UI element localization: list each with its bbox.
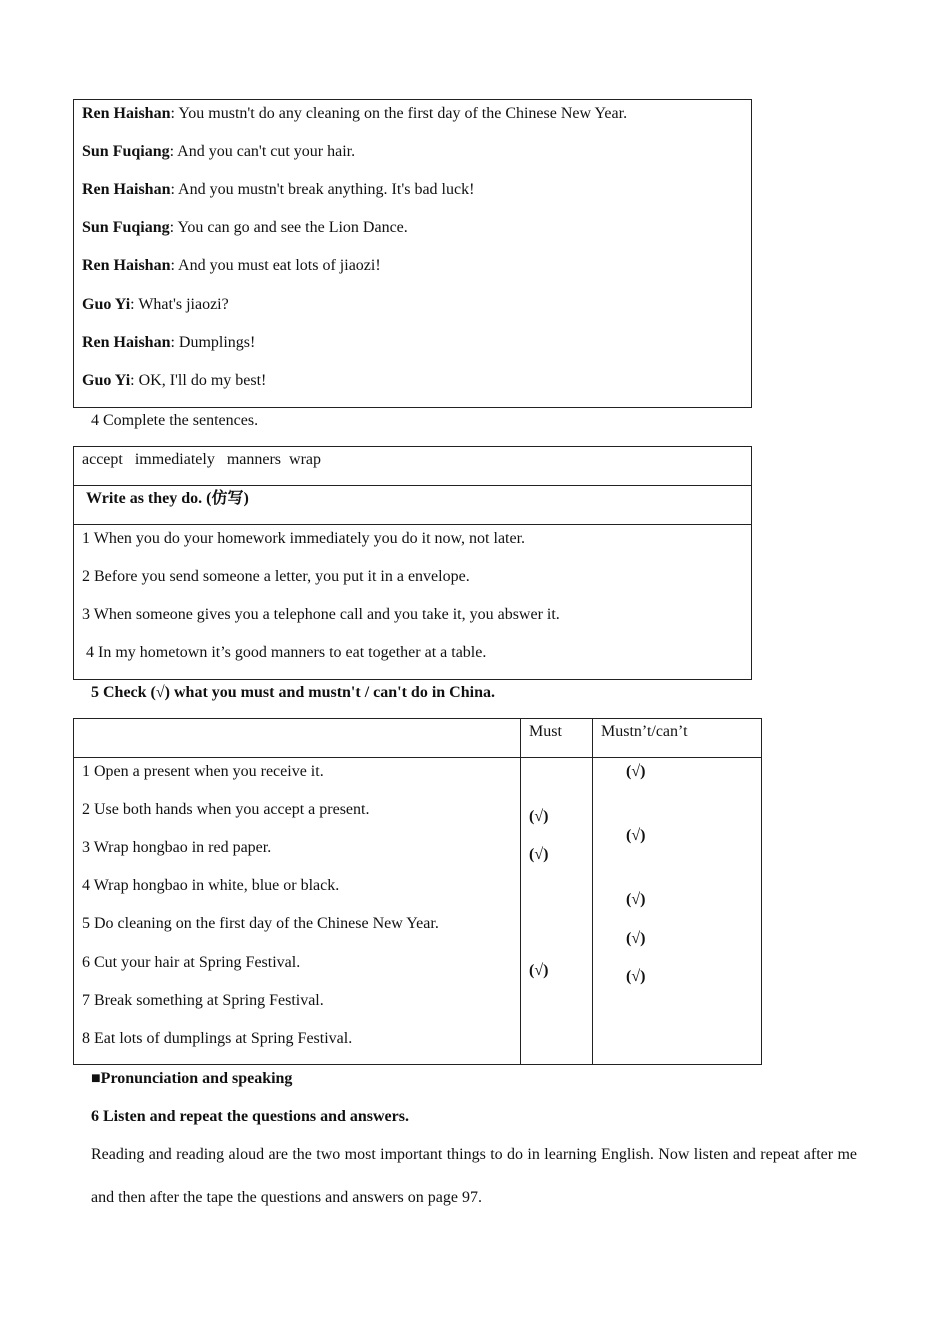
must-check-mark: (√): [529, 846, 549, 863]
dialogue-line: [82, 333, 255, 353]
dialogue-text: : And you can't cut your hair.: [169, 143, 356, 160]
sentence: 4 In my hometown it’s good manners to eat together at a table.: [86, 644, 487, 661]
dialogue-line: [82, 104, 627, 124]
instruction-paragraph: Reading and reading aloud are the two most important things to do in learning English. Now listen and repeat after me and then after the tape the questions and answers on page 97.: [91, 1146, 857, 1206]
check-item: 3 Wrap hongbao in red paper.: [82, 839, 272, 856]
check-item: 8 Eat lots of dumplings at Spring Festival.: [82, 1030, 353, 1047]
word-bank: accept immediately manners wrap: [82, 451, 322, 468]
check-item: 7 Break something at Spring Festival.: [82, 992, 324, 1009]
divider: [520, 718, 521, 1065]
speaker-name: Guo Yi: [82, 296, 131, 313]
col-mustnt-header: Mustn’t/can’t: [601, 723, 688, 740]
section4-title: 4 Complete the sentences.: [91, 412, 259, 429]
dialogue-text: : You mustn't do any cleaning on the first day of the Chinese New Year.: [170, 105, 628, 122]
speaker-name: Ren Haishan: [82, 105, 171, 122]
check-item: 5 Do cleaning on the first day of the Chinese New Year.: [82, 915, 439, 932]
col-must-header: Must: [529, 723, 562, 740]
divider: [73, 485, 752, 486]
dialogue-text: : Dumplings!: [170, 334, 256, 351]
dialogue-text: : You can go and see the Lion Dance.: [169, 219, 408, 236]
divider: [73, 524, 752, 525]
mustnt-check-mark: (√): [626, 763, 646, 780]
dialogue-text: : And you mustn't break anything. It's bad luck!: [170, 181, 475, 198]
speaker-name: Sun Fuqiang: [82, 143, 170, 160]
pronunciation-heading: ■Pronunciation and speaking: [91, 1070, 293, 1087]
dialogue-text: : And you must eat lots of jiaozi!: [170, 257, 381, 274]
dialogue-line: [82, 180, 474, 200]
dialogue-line: [82, 218, 408, 238]
dialogue-line: [82, 371, 266, 391]
divider: [73, 757, 762, 758]
mustnt-check-mark: (√): [626, 891, 646, 908]
sentence: 1 When you do your homework immediately you do it now, not later.: [82, 530, 526, 547]
task-title: 6 Listen and repeat the questions and answers.: [91, 1108, 409, 1125]
section5-title: 5 Check (√) what you must and mustn't / can't do in China.: [91, 684, 495, 701]
dialogue-line: [82, 142, 355, 162]
dialogue-text: : OK, I'll do my best!: [130, 372, 267, 389]
check-item: 2 Use both hands when you accept a present.: [82, 801, 370, 818]
check-item: 1 Open a present when you receive it.: [82, 763, 324, 780]
speaker-name: Sun Fuqiang: [82, 219, 170, 236]
mustnt-check-mark: (√): [626, 930, 646, 947]
dialogue-line: [82, 256, 381, 276]
dialogue-text: : What's jiaozi?: [130, 296, 229, 313]
check-item: 6 Cut your hair at Spring Festival.: [82, 954, 301, 971]
divider: [592, 718, 593, 1065]
speaker-name: Ren Haishan: [82, 257, 171, 274]
mustnt-check-mark: (√): [626, 827, 646, 844]
mustnt-check-mark: (√): [626, 968, 646, 985]
sentence: 2 Before you send someone a letter, you put it in a envelope.: [82, 568, 470, 585]
instruction: Write as they do. (仿写): [86, 490, 249, 507]
dialogue-line: [82, 295, 229, 315]
sentence: 3 When someone gives you a telephone call and you take it, you abswer it.: [82, 606, 560, 623]
must-check-mark: (√): [529, 808, 549, 825]
must-check-mark: (√): [529, 962, 549, 979]
check-item: 4 Wrap hongbao in white, blue or black.: [82, 877, 340, 894]
speaker-name: Guo Yi: [82, 372, 131, 389]
speaker-name: Ren Haishan: [82, 181, 171, 198]
speaker-name: Ren Haishan: [82, 334, 171, 351]
